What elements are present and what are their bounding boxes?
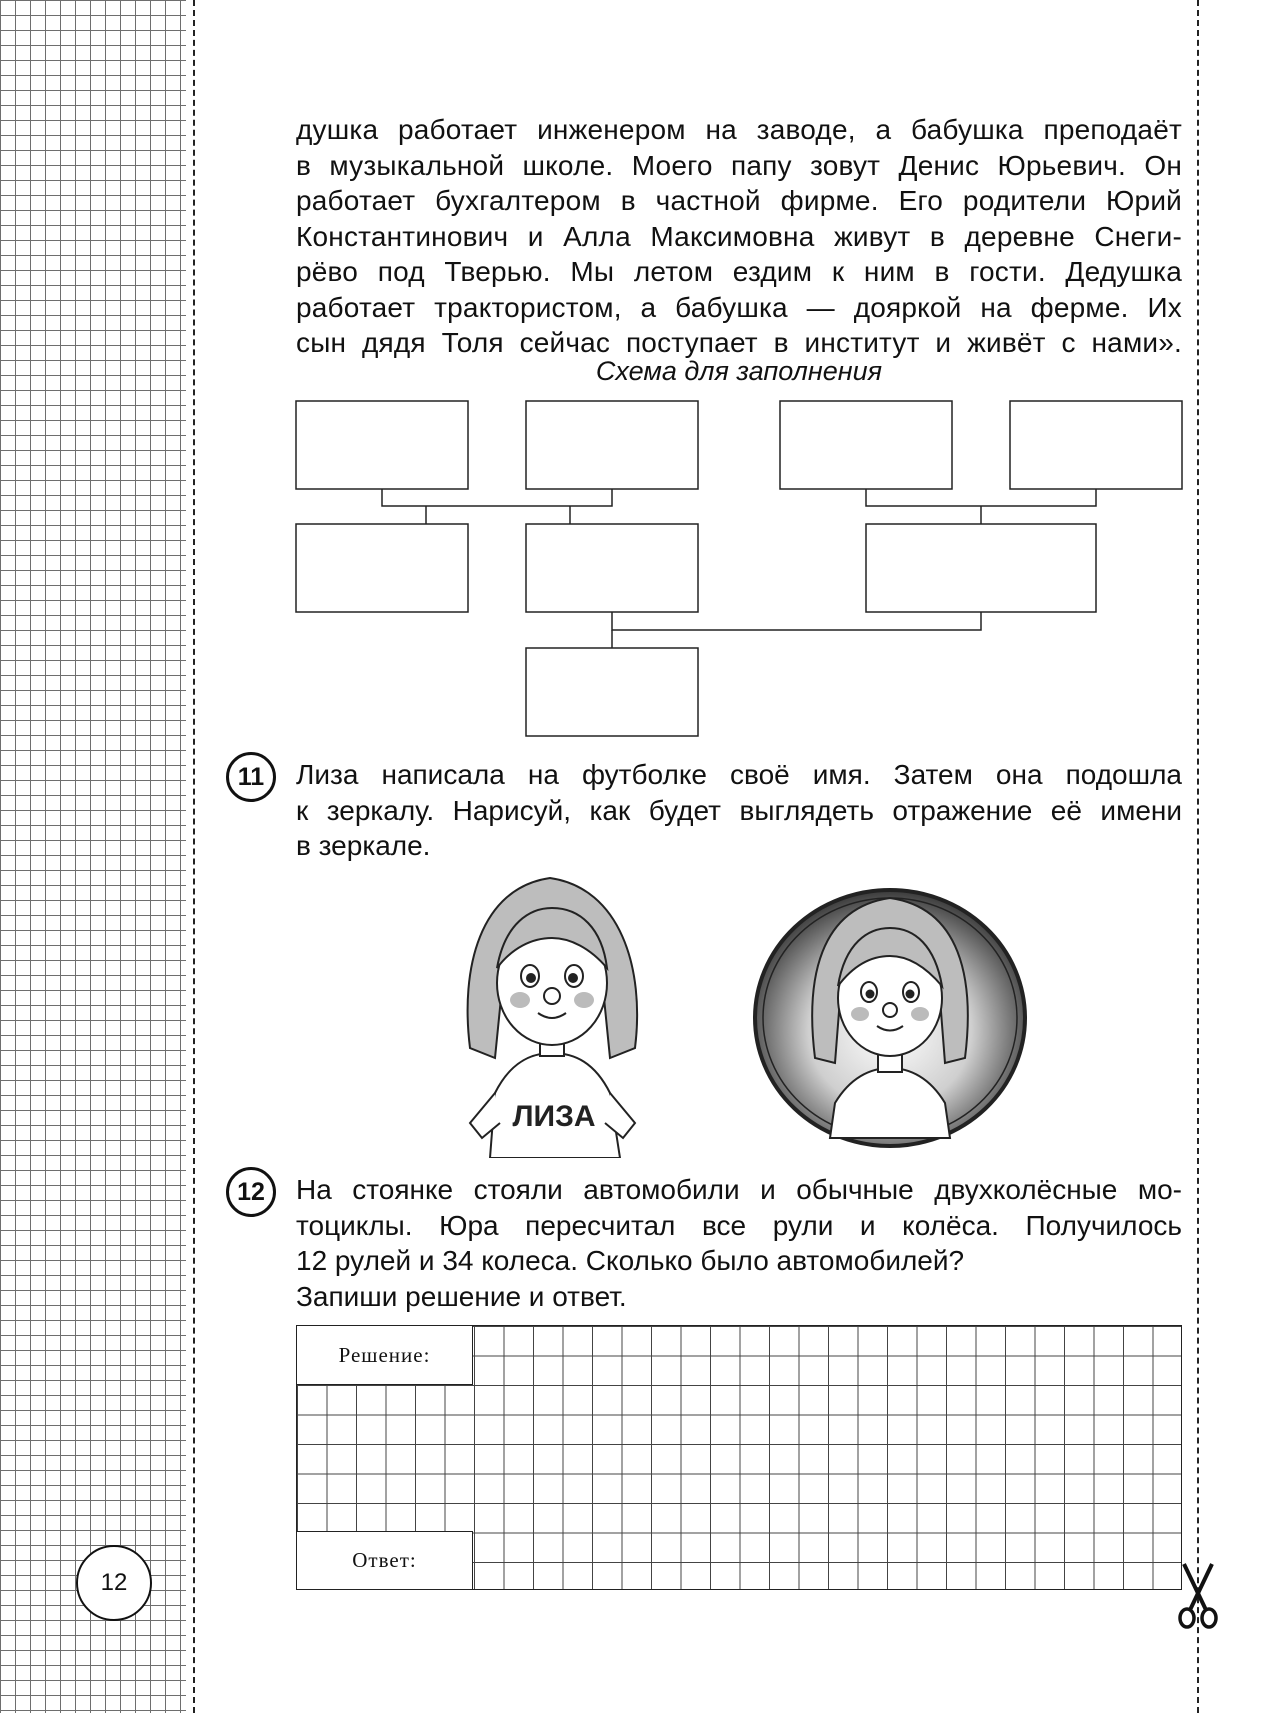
tree-box-parent-aunt[interactable] [296, 524, 468, 612]
task-number-badge: 12 [226, 1167, 276, 1217]
tree-connector [866, 489, 1096, 506]
story-line: душка работает инженером на заводе, а бабушка преподаёт [296, 114, 1182, 145]
story-line: Константинович и Алла Максимовна живут в деревне Снеги- [296, 220, 1182, 252]
tree-box-parent-father[interactable] [866, 524, 1096, 612]
solution-answer-grid[interactable] [296, 1325, 1182, 1590]
tree-box-parent-mother[interactable] [526, 524, 698, 612]
task-line: Запиши решение и ответ. [296, 1280, 627, 1312]
task-number-badge: 11 [226, 752, 276, 802]
tree-connector [382, 489, 612, 506]
tree-box-child[interactable] [526, 648, 698, 736]
left-cut-line [193, 0, 195, 1713]
tree-box-grandparent-3[interactable] [780, 401, 952, 489]
task-12-text [296, 1172, 1182, 1314]
girl-and-mirror-illustration [450, 868, 1030, 1158]
scissors-icon [1176, 1562, 1220, 1632]
story-line: работает трактористом, а бабушка — дояркой на ферме. Их [296, 291, 1182, 323]
tree-connector [612, 612, 981, 630]
scheme-caption: Схема для заполнения [595, 356, 883, 386]
story-line: в музыкальной школе. Моего папу зовут Денис Юрьевич. Он [296, 149, 1182, 181]
tree-box-grandparent-4[interactable] [1010, 401, 1182, 489]
mirror-figure [755, 890, 1025, 1146]
story-continuation [296, 112, 1182, 361]
page-number: 12 [76, 1545, 152, 1621]
tree-box-grandparent-2[interactable] [526, 401, 698, 489]
graph-paper-margin [0, 0, 186, 1713]
answer-label: Ответ: [297, 1531, 473, 1589]
right-cut-line [1197, 0, 1199, 1713]
task-line: На стоянке стояли автомобили и обычные двухколёсные мо- [296, 1174, 1182, 1205]
task-line: Лиза написала на футболке своё имя. Затем она подошла [296, 759, 1182, 790]
story-line: работает бухгалтером в частной фирме. Его родители Юрий [296, 185, 1182, 216]
story-line: рёво под Тверью. Мы летом ездим к ним в гости. Дедушка [296, 256, 1182, 287]
tree-box-grandparent-1[interactable] [296, 401, 468, 489]
task-line: 12 рулей и 34 колеса. Сколько было автомобилей? [296, 1245, 965, 1276]
task-line: к зеркалу. Нарисуй, как будет выглядеть отражение её имени [296, 794, 1182, 826]
story-line: сын дядя Толя сейчас поступает в институт и живёт с нами». [296, 327, 1182, 358]
shirt-text: ЛИЗА [512, 1100, 596, 1133]
task-11-text [296, 757, 1182, 864]
task-line: в зеркале. [296, 830, 431, 861]
girl-figure [468, 878, 638, 1158]
solution-label: Решение: [297, 1326, 473, 1385]
task-line: тоциклы. Юра пересчитал все рули и колёса. Получилось [296, 1209, 1182, 1241]
